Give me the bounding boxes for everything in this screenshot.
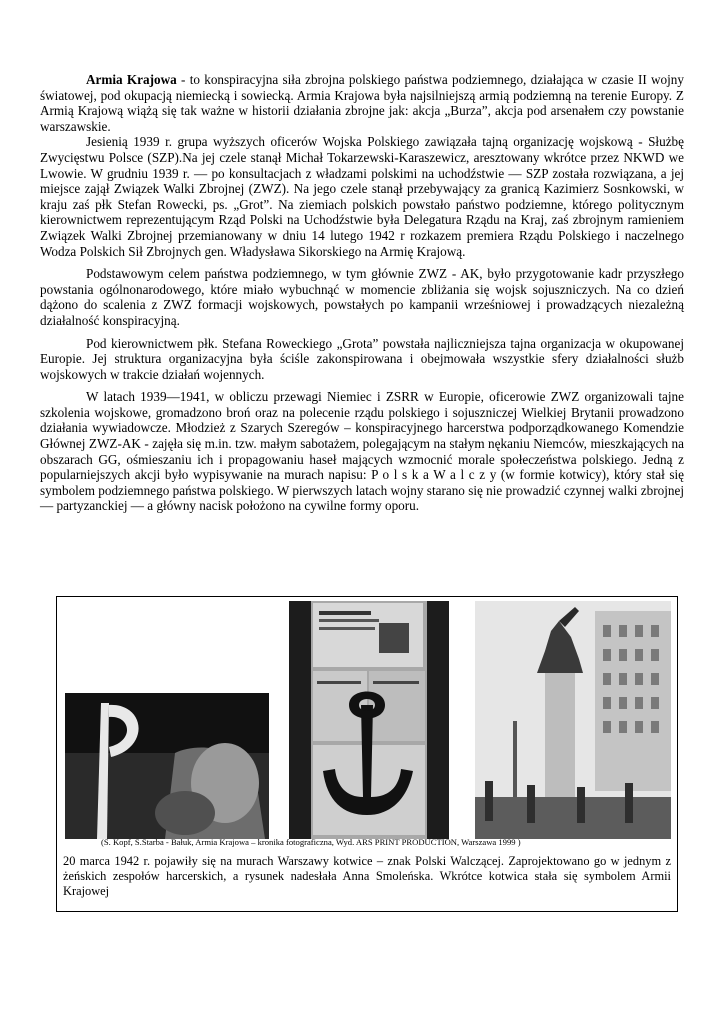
- photo-figure: [56, 596, 678, 912]
- article-body: [40, 72, 684, 514]
- paragraph-5: W latach 1939—1941, w obliczu przewagi Niemiec i ZSRR w Europie, oficerowie ZWZ organizowali tajne szkolenia wojskowe, gromadzono broń oraz na polecenie rządu polskiego i sojuszniczej Wielkiej Brytanii prowadzono działania wywiadowcze. Młodzież z Szarych Szeregów – konspiracyjnego harcerstwa podporządkowanego Komendzie Głównej ZWZ-AK - zajęła się m.in. tzw. małym sabotażem, polegającym na stałym nękaniu Niemców, mieszkających na obszarach GG, ośmieszaniu ich i propagowaniu haseł mających wzmocnić morale społeczeństwa polskiego. Jedną z popularniejszych akcji było wypisywanie na murach napisu: P o l s k a W a l c z y (w formie kotwicy), który stał się symbolem podziemnego państwa polskiego. W pierwszych latach wojny starano się nie prowadzić czynnej walki zbrojnej — partyzanckiej — a główny nacisk położono na cywilne formy oporu.: [40, 389, 684, 514]
- monument-street-photo: [475, 601, 671, 839]
- graffiti-letter-p-photo: [65, 693, 269, 839]
- paragraph-2: Jesienią 1939 r. grupa wyższych oficerów Wojska Polskiego zawiązała tajną organizację wojskową - Służbę Zwycięstwu Polsce (SZP).Na jej czele stanął Michał Tokarzewski-Karaszewicz, aresztowany wkrótce przez NKWD we Lwowie. W grudniu 1939 r. — po konsultacjach z władzami polskimi na uchodźstwie — SZP została rozwiązana, a jej miejsce zajął Związek Walki Zbrojnej (ZWZ). Na jego czele stanął przebywający za granicą Kazimierz Sosnkowski, w kraju zaś płk Stefan Rowecki, ps. „Grot”. Na ziemiach polskich powstało państwo podziemne, którego politycznym kierownictwem reprezentującym Rząd Polski na Uchodźstwie była Delegatura Rządu na Kraj, zaś zbrojnym ramieniem Związek Walki Zbrojnej przemianowany w dniu 14 lutego 1942 r rozkazem premiera Rządu Polskiego i naczelnego Wodza Polskich Sił Zbrojnych gen. Władysława Sikorskiego na Armię Krajową.: [40, 134, 684, 259]
- paragraph-1-text: - to konspiracyjna siła zbrojna polskiego państwa podziemnego, działająca w czasie II wojny światowej, pod okupacją niemiecką i sowiecką. Armia Krajowa była najsilniejszą armią podziemną na terenie Europy. Z Armią Krajową wiążą się tak ważne w historii działania zbrojne jak: akcja „Burza”, akcja pod arsenałem czy powstanie warszawskie.: [40, 72, 684, 134]
- photo-credit: (S. Kopf, S.Starba - Bałuk, Armia Krajowa – kronika fotograficzna, Wyd. ARS PRINT PRODUCTION, Warszawa 1999 ): [101, 837, 521, 847]
- paragraph-1: [40, 72, 684, 134]
- paragraph-3: Podstawowym celem państwa podziemnego, w tym głównie ZWZ - AK, było przygotowanie kadr przyszłego powstania ogólnonarodowego, które miało wybuchnąć w momencie zbliżania się wojsk sojuszniczych. Na co dzień dążono do scalenia z ZWZ formacji wojskowych, powstałych po kampanii wrześniowej i prowadzących niezależną działalność konspiracyjną.: [40, 266, 684, 328]
- paragraph-4: Pod kierownictwem płk. Stefana Roweckiego „Grota” powstała najliczniejsza tajna organizacja w okupowanej Europie. Jej struktura organizacyjna była ściśle zakonspirowana i obejmowała wszystkie sfery działalności służb wojskowych w trakcie działań wojennych.: [40, 335, 684, 382]
- article-title-term: Armia Krajowa: [86, 72, 177, 87]
- anchor-on-poster-column-photo: [289, 601, 449, 839]
- figure-caption: 20 marca 1942 r. pojawiły się na murach Warszawy kotwice – znak Polski Walczącej. Zaprojektowano go w jednym z żeńskich zespołów harcerskich, a rysunek nadesłała Anna Smoleńska. Wkrótce kotwica stała się symbolem Armii Krajowej: [63, 854, 671, 898]
